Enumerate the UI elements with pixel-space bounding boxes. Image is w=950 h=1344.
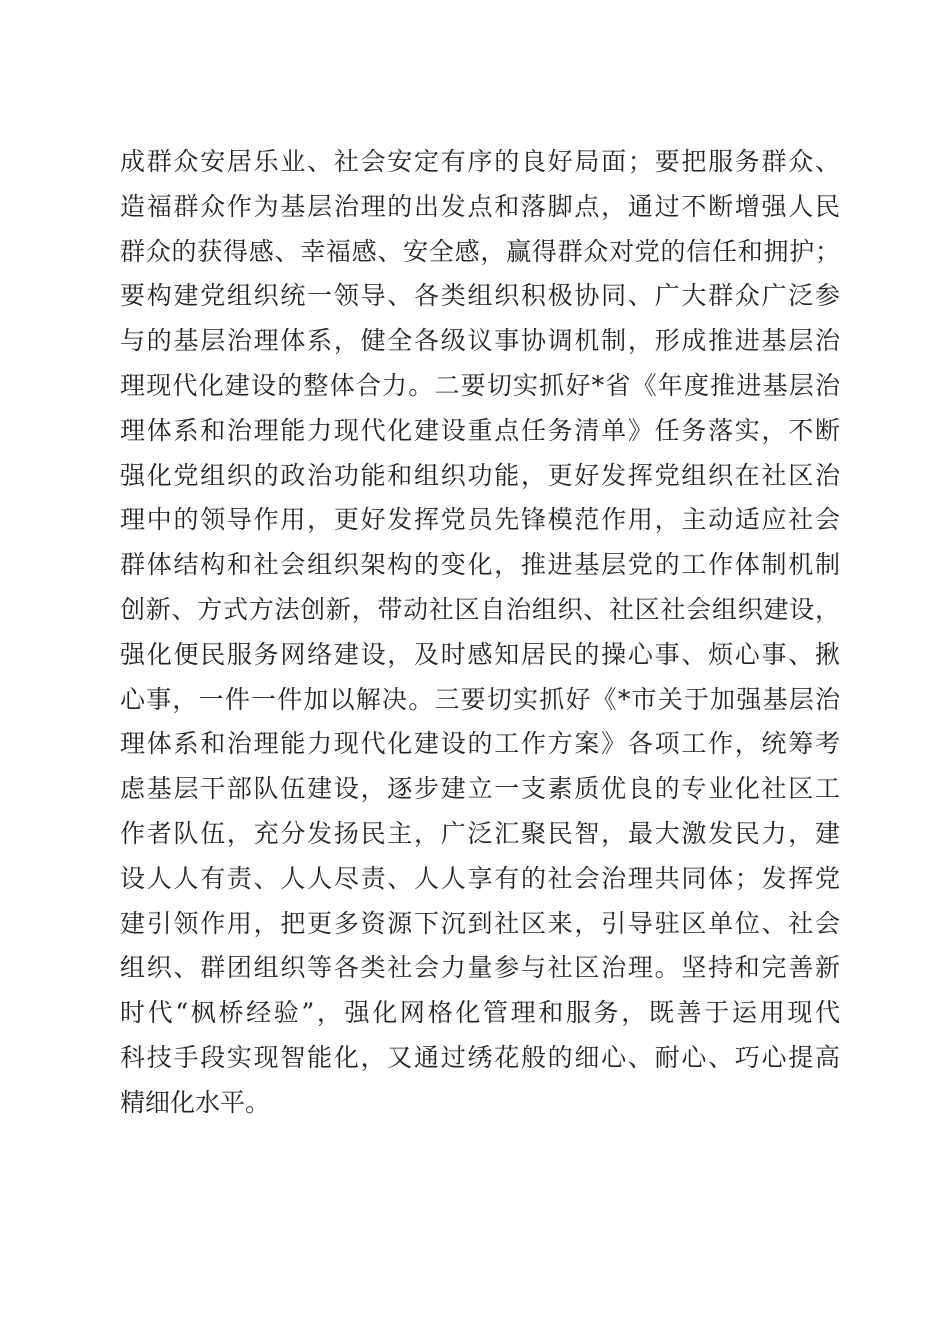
text-line: 成群众安居乐业、社会安定有序的良好局面；要把服务群众、 (120, 147, 840, 176)
body-paragraph (120, 140, 840, 1126)
text-line: 理体系和治理能力现代化建设重点任务清单》任务落实，不断 (120, 415, 840, 445)
text-line: 作者队伍，充分发扬民主，广泛汇聚民智，最大激发民力，建 (120, 818, 840, 848)
text-line: 强化便民服务网络建设，及时感知居民的操心事、烦心事、揪 (120, 639, 840, 669)
text-line: 要构建党组织统一领导、各类组织积极协同、广大群众广泛参 (120, 281, 840, 311)
text-line: 群众的获得感、幸福感、安全感，赢得群众对党的信任和拥护； (120, 236, 840, 266)
text-line: 虑基层干部队伍建设，逐步建立一支素质优良的专业化社区工 (120, 774, 840, 804)
text-line: 强化党组织的政治功能和组织功能，更好发挥党组织在社区治 (120, 460, 840, 490)
text-line: 理体系和治理能力现代化建设的工作方案》各项工作，统筹考 (120, 729, 840, 759)
text-line: 组织、群团组织等各类社会力量参与社区治理。坚持和完善新 (120, 953, 840, 983)
text-line: 群体结构和社会组织架构的变化，推进基层党的工作体制机制 (120, 550, 840, 580)
text-line: 心事，一件一件加以解决。三要切实抓好《*市关于加强基层治 (120, 684, 840, 714)
text-line: 建引领作用，把更多资源下沉到社区来，引导驻区单位、社会 (120, 908, 840, 938)
text-line: 科技手段实现智能化，又通过绣花般的细心、耐心、巧心提高 (120, 1042, 840, 1072)
text-line: 设人人有责、人人尽责、人人享有的社会治理共同体；发挥党 (120, 863, 840, 893)
text-line: 理中的领导作用，更好发挥党员先锋模范作用，主动适应社会 (120, 505, 840, 535)
text-line: 理现代化建设的整体合力。二要切实抓好*省《年度推进基层治 (120, 370, 840, 400)
text-line: 时代“枫桥经验”，强化网格化管理和服务，既善于运用现代 (120, 998, 840, 1028)
text-line: 精细化水平。 (120, 1087, 271, 1117)
text-line: 与的基层治理体系，健全各级议事协调机制，形成推进基层治 (120, 326, 840, 356)
text-line: 造福群众作为基层治理的出发点和落脚点，通过不断增强人民 (120, 191, 840, 221)
text-line: 创新、方式方法创新，带动社区自治组织、社区社会组织建设， (120, 594, 840, 624)
